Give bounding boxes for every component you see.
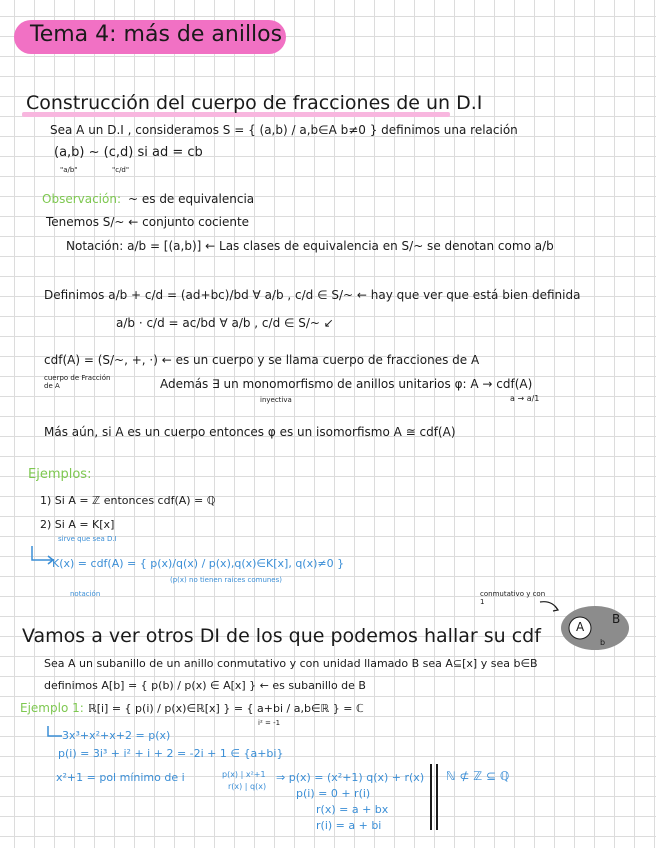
circle-label-A: A (576, 620, 585, 634)
set-diagram (530, 596, 640, 656)
s1-line1: Sea A un D.I , consideramos S = { (a,b) / a,b∈A b≠0 } definimos una relación (50, 123, 518, 137)
poly-line-9: r(i) = a + bi (316, 819, 382, 832)
side-note: ℕ ⊄ ℤ ⊆ ℚ (446, 769, 510, 783)
kx-note: (p(x) no tienen raíces comunes) (170, 576, 282, 584)
s1-note-cd: "c/d" (112, 166, 130, 174)
example-1: 1) Si A = ℤ entonces cdf(A) = ℚ (40, 494, 216, 507)
masaun-line: Más aún, si A es un cuerpo entonces φ es un isomorfismo A ≅ cdf(A) (44, 425, 456, 439)
poly-line-4: p(x) | x²+1 (222, 770, 266, 779)
def-product-line: a/b · c/d = ac/bd ∀ a/b , c/d ∈ S/~ ↙ (116, 316, 334, 330)
example-2-note: sirve que sea D.I (58, 535, 117, 543)
example1-text: ℝ[i] = { p(i) / p(x)∈ℝ[x] } = { a+bi / a,b∈ℝ } = ℂ (88, 702, 364, 715)
divider-bar-1 (430, 764, 432, 830)
s2-line2: definimos A[b] = { p(b) / p(x) ∈ A[x] } ← es subanillo de B (44, 679, 366, 692)
kx-line: K(x) = cdf(A) = { p(x)/q(x) / p(x),q(x)∈K[x], q(x)≠0 } (52, 557, 345, 570)
s2-line1: Sea A un subanillo de un anillo conmutativo y con unidad llamado B sea A⊆[x] y sea b∈B (44, 657, 538, 670)
section1-heading: Construcción del cuerpo de fracciones de un D.I (26, 92, 483, 114)
def-sum-line: Definimos a/b + c/d = (ad+bc)/bd ∀ a/b , c/d ∈ S/~ ← hay que ver que está bien definida (44, 288, 581, 302)
page-title: Tema 4: más de anillos (30, 22, 283, 47)
s1-line2: (a,b) ~ (c,d) si ad = cb (54, 145, 203, 160)
poly-line-5: r(x) | q(x) (228, 782, 267, 791)
poly-line-7: p(i) = 0 + r(i) (296, 787, 371, 800)
map-line: a → a/1 (510, 394, 540, 403)
example1-sub: i² = -1 (258, 719, 281, 727)
tenemos-line: Tenemos S/~ ← conjunto cociente (46, 215, 250, 229)
notacion-note: notación (70, 590, 101, 598)
observation-text: ~ es de equivalencia (128, 192, 255, 206)
example1-label: Ejemplo 1: (20, 701, 84, 715)
circle-note: conmutativo y con 1 (480, 590, 546, 607)
cdf-definition: cdf(A) = (S/~, +, ·) ← es un cuerpo y se llama cuerpo de fracciones de A (44, 353, 480, 367)
examples-label: Ejemplos: (28, 467, 92, 482)
ademas-line: Además ∃ un monomorfismo de anillos unitarios φ: A → cdf(A) (160, 377, 533, 391)
poly-line-2: p(i) = 3i³ + i² + i + 2 = -2i + 1 ∈ {a+bi} (58, 747, 284, 760)
notacion-line: Notación: a/b = [(a,b)] ← Las clases de equivalencia en S/~ se denotan como a/b (66, 239, 554, 253)
circle-label-b: b (600, 638, 606, 647)
example-2: 2) Si A = K[x] (40, 518, 115, 531)
divider-bar-2 (436, 764, 438, 830)
s1-note-ab: "a/b" (60, 166, 78, 174)
poly-line-3: x²+1 = pol mínimo de i (56, 771, 185, 784)
inyectiva-note: inyectiva (260, 396, 292, 404)
poly-line-6: ⇒ p(x) = (x²+1) q(x) + r(x) (276, 771, 425, 784)
observation-label: Observación: (42, 192, 122, 206)
poly-line-1: 3x³+x²+x+2 = p(x) (62, 729, 171, 742)
cdf-note: cuerpo de Fracción de A (44, 374, 111, 391)
circle-label-B: B (612, 612, 621, 626)
poly-line-8: r(x) = a + bx (316, 803, 389, 816)
section2-heading: Vamos a ver otros DI de los que podemos hallar su cdf (22, 625, 541, 647)
